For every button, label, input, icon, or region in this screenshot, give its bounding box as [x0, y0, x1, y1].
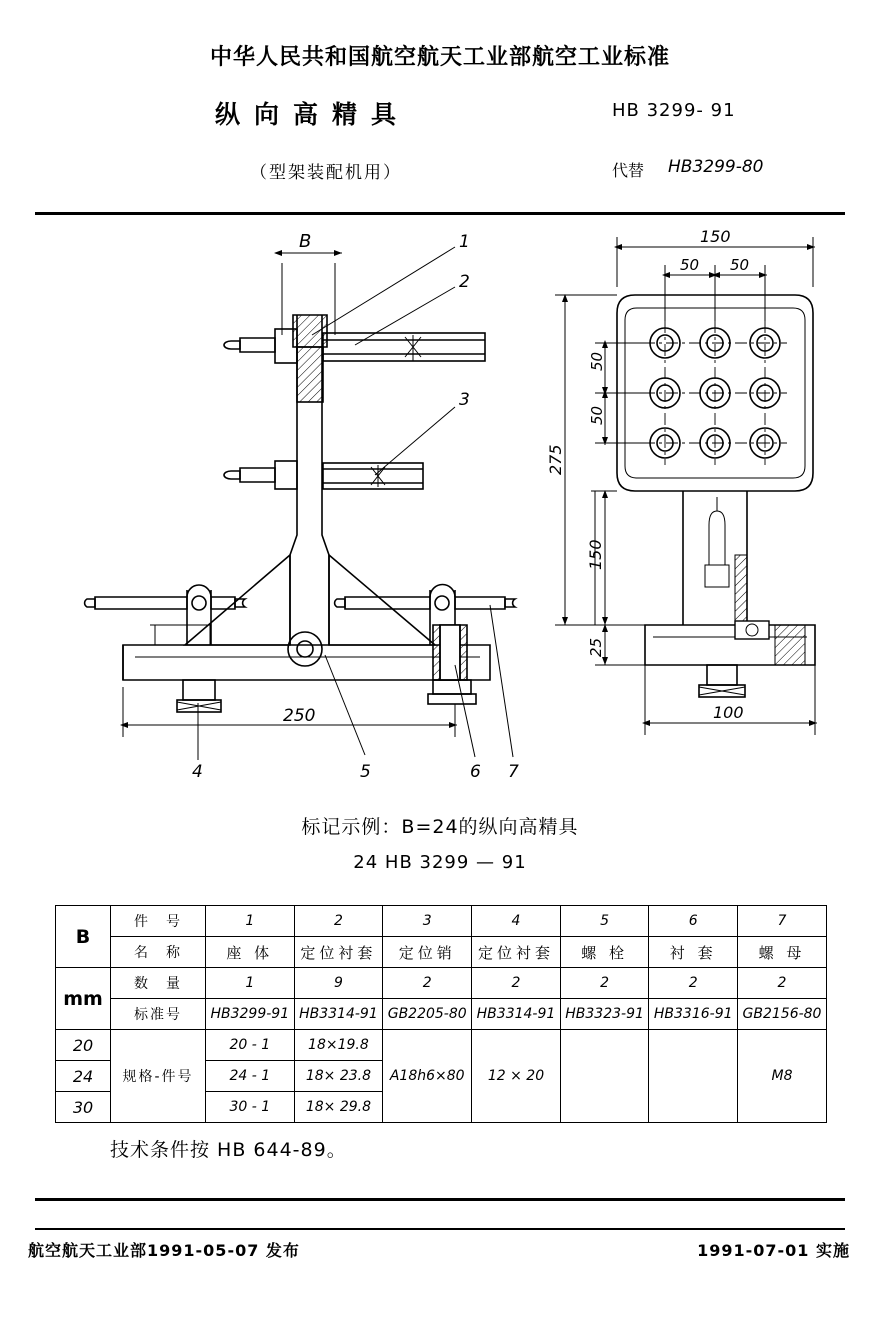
- cell-name-6: 衬 套: [649, 937, 738, 968]
- dim-100: 100: [713, 703, 744, 722]
- cell-pin-spec: A18h6×80: [383, 1030, 472, 1123]
- dim-150-top: 150: [700, 227, 731, 246]
- specification-table: [55, 905, 827, 1120]
- leader-2: 2: [459, 272, 470, 292]
- cell-std-7: GB2156-80: [738, 999, 827, 1030]
- cell-b-value-24: 24: [56, 1061, 111, 1092]
- cell-spec-30-2: 18× 29.8: [294, 1092, 383, 1123]
- cell-std-3: GB2205-80: [383, 999, 472, 1030]
- cell-row-label-spec-part: 规格-件号: [111, 1030, 206, 1123]
- table-row-name: [56, 937, 827, 968]
- leader-4: 4: [192, 762, 203, 782]
- dim-50-vert-bottom: 50: [588, 405, 606, 425]
- dim-250: 250: [283, 706, 316, 726]
- document-subtitle: （型架装配机用）: [250, 163, 402, 183]
- cell-qty-5: 2: [560, 968, 649, 999]
- replaces-label: 代替: [612, 161, 645, 180]
- cell-qty-7: 2: [738, 968, 827, 999]
- marking-example-code: 24 HB 3299 — 91: [353, 852, 527, 873]
- cell-name-7: 螺 母: [738, 937, 827, 968]
- leader-1: 1: [459, 232, 470, 252]
- cell-qty-6: 2: [649, 968, 738, 999]
- dim-b: B: [299, 231, 312, 252]
- cell-name-4: 定位衬套: [472, 937, 561, 968]
- cell-spec-24-2: 18× 23.8: [294, 1061, 383, 1092]
- cell-spec-30-1: 30 - 1: [206, 1092, 295, 1123]
- cell-name-1: 座 体: [206, 937, 295, 968]
- cell-std-5: HB3323-91: [560, 999, 649, 1030]
- cell-qty-2: 9: [294, 968, 383, 999]
- cell-b-unit: mm: [56, 968, 111, 1030]
- cell-part-no-2: 2: [294, 906, 383, 937]
- cell-row-label-std-no: 标准号: [111, 999, 206, 1030]
- table-row-std-no: [56, 999, 827, 1030]
- cell-std-4: HB3314-91: [472, 999, 561, 1030]
- cell-name-5: 螺 栓: [560, 937, 649, 968]
- cell-spec-24-1: 24 - 1: [206, 1061, 295, 1092]
- footer-divider-rule-1: [35, 1198, 845, 1201]
- cell-part-no-7: 7: [738, 906, 827, 937]
- marking-example-text: 标记示例：B=24的纵向高精具: [301, 816, 579, 838]
- cell-std-6: HB3316-91: [649, 999, 738, 1030]
- cell-part-no-5: 5: [560, 906, 649, 937]
- table-row-part-no: [56, 906, 827, 937]
- cell-std-2: HB3314-91: [294, 999, 383, 1030]
- footer-issue-date: 航空航天工业部1991-05-07 发布: [28, 1241, 300, 1260]
- cell-nut-spec: M8: [738, 1030, 827, 1123]
- cell-spec-20-2: 18×19.8: [294, 1030, 383, 1061]
- cell-b-label: B: [56, 906, 111, 968]
- dim-275: 275: [546, 444, 565, 475]
- cell-qty-4: 2: [472, 968, 561, 999]
- cell-row-label-quantity: 数 量: [111, 968, 206, 999]
- cell-row-label-name: 名 称: [111, 937, 206, 968]
- technical-condition-note: 技术条件按 HB 644-89。: [110, 1139, 347, 1161]
- leader-6: 6: [470, 762, 481, 782]
- standard-org-title: 中华人民共和国航空航天工业部航空工业标准: [209, 45, 670, 70]
- technical-drawing: [35, 225, 845, 785]
- replaces-value: HB3299-80: [668, 157, 764, 177]
- cell-bolt-spec-empty: [560, 1030, 649, 1123]
- document-title: 纵向高精具: [215, 100, 411, 129]
- cell-std-1: HB3299-91: [206, 999, 295, 1030]
- dim-50-right: 50: [730, 256, 750, 274]
- leader-5: 5: [360, 762, 371, 782]
- cell-qty-1: 1: [206, 968, 295, 999]
- cell-part-no-6: 6: [649, 906, 738, 937]
- cell-spec-20-1: 20 - 1: [206, 1030, 295, 1061]
- cell-sleeve-spec-empty: [649, 1030, 738, 1123]
- cell-name-3: 定位销: [383, 937, 472, 968]
- leader-7: 7: [508, 762, 519, 782]
- header-divider-rule: [35, 212, 845, 215]
- cell-b-value-20: 20: [56, 1030, 111, 1061]
- cell-part-no-3: 3: [383, 906, 472, 937]
- table-row-quantity: [56, 968, 827, 999]
- cell-part-no-4: 4: [472, 906, 561, 937]
- standard-code: HB 3299- 91: [612, 100, 736, 121]
- footer-effective-date: 1991-07-01 实施: [697, 1241, 850, 1260]
- cell-row-label-part-no: 件 号: [111, 906, 206, 937]
- cell-qty-3: 2: [383, 968, 472, 999]
- footer-divider-rule-2: [35, 1228, 845, 1230]
- cell-bush-spec: 12 × 20: [472, 1030, 561, 1123]
- leader-3: 3: [459, 390, 470, 410]
- dim-150-vert: 150: [586, 539, 605, 570]
- dim-50-vert-top: 50: [588, 351, 606, 371]
- dim-25: 25: [587, 637, 605, 657]
- dim-50-left: 50: [680, 256, 700, 274]
- cell-part-no-1: 1: [206, 906, 295, 937]
- cell-name-2: 定位衬套: [294, 937, 383, 968]
- cell-b-value-30: 30: [56, 1092, 111, 1123]
- table-row-b-20: [56, 1030, 827, 1061]
